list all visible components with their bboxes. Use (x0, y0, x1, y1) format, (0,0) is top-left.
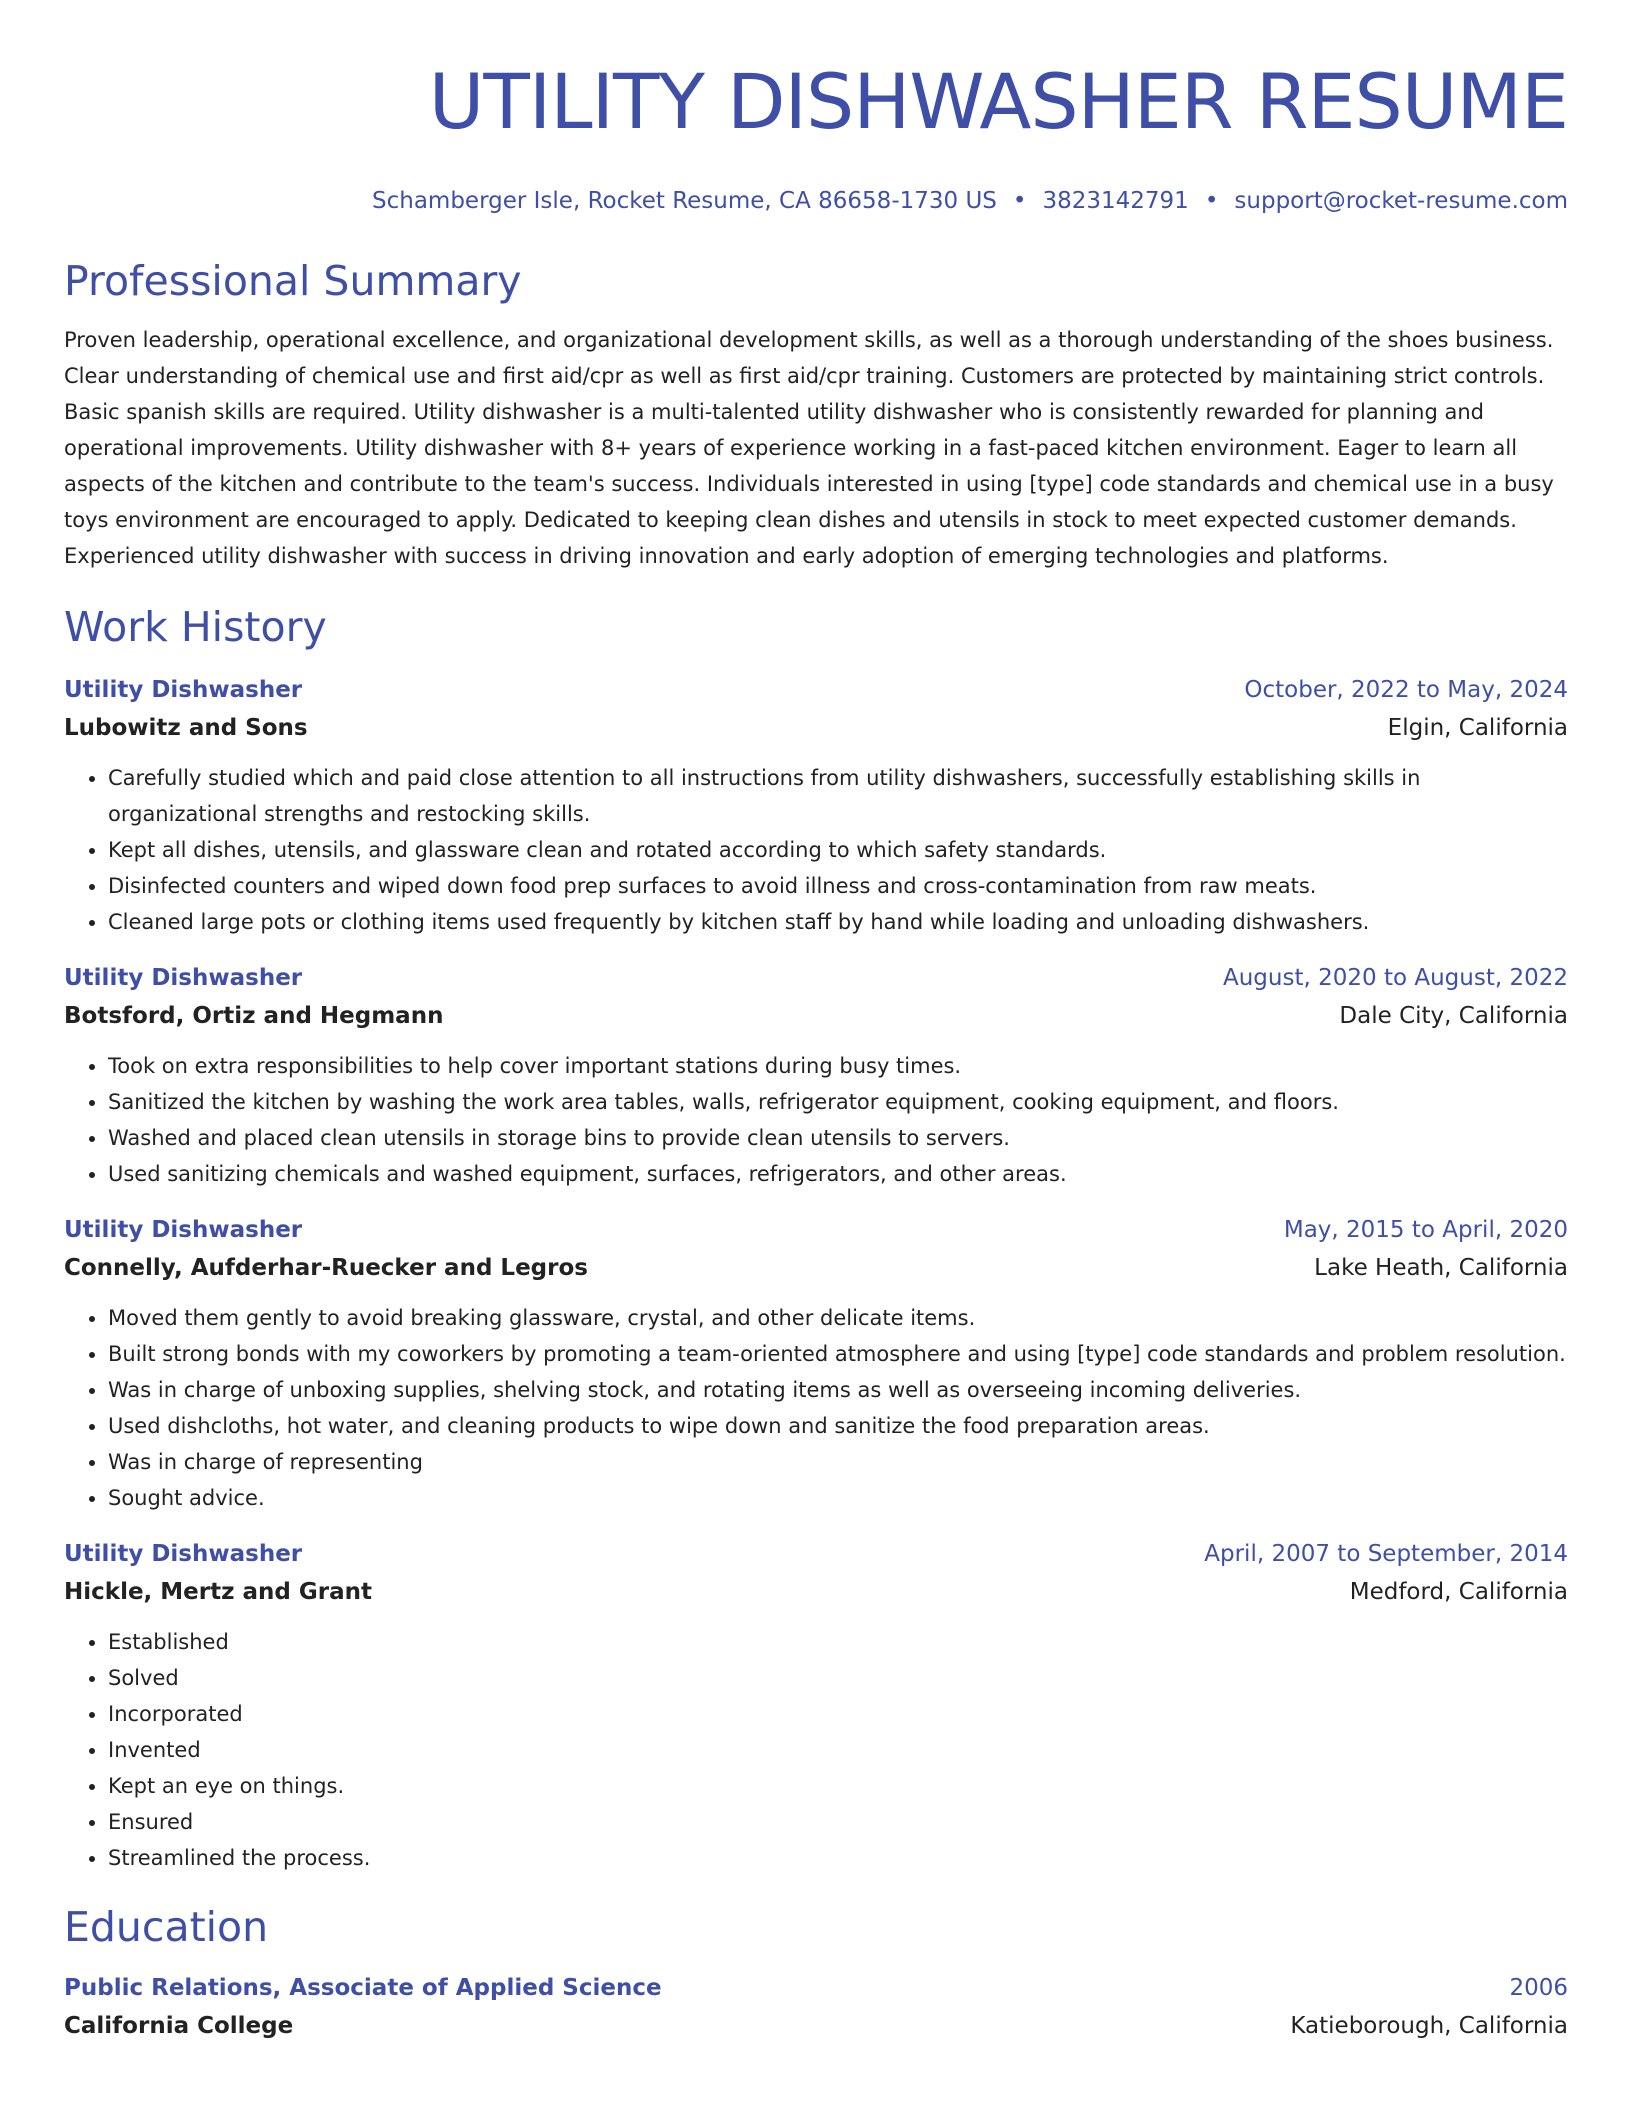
job-title: Utility Dishwasher (64, 1217, 303, 1243)
job-title: Utility Dishwasher (64, 677, 303, 703)
education-year: 2006 (1509, 1975, 1568, 2001)
job-bullet: • Built strong bonds with my coworkers by promoting a team-oriented atmosphere and using [type] code standards and problem resolution. (108, 1336, 1568, 1372)
contact-address: Schamberger Isle, Rocket Resume, CA 86658-1730 US (372, 188, 997, 214)
job-bullet-list (64, 760, 1568, 940)
education-degree: Public Relations, Associate of Applied Science (64, 1975, 662, 2001)
job-location: Medford, California (1349, 1579, 1568, 1605)
job-company-row (64, 708, 1568, 748)
job-dates: August, 2020 to August, 2022 (1223, 965, 1568, 991)
job-bullet: • Solved (108, 1660, 1568, 1696)
job-location: Dale City, California (1339, 1003, 1568, 1029)
job-bullet: • Was in charge of representing (108, 1444, 1568, 1480)
job-entry (64, 960, 1568, 1192)
job-bullet: • Used dishcloths, hot water, and cleaning products to wipe down and sanitize the food preparation areas. (108, 1408, 1568, 1444)
education-header-row (64, 1970, 1568, 2006)
contact-phone: 3823142791 (1042, 188, 1189, 214)
education-location: Katieborough, California (1290, 2013, 1568, 2039)
job-company: Connelly, Aufderhar-Ruecker and Legros (64, 1255, 588, 1281)
contact-separator: • (1012, 188, 1027, 214)
resume-page (64, 0, 1568, 2046)
contact-email: support@rocket-resume.com (1234, 188, 1568, 214)
job-company: Lubowitz and Sons (64, 715, 308, 741)
job-dates: April, 2007 to September, 2014 (1204, 1541, 1568, 1567)
education-entry (64, 1970, 1568, 2046)
resume-title: UTILITY DISHWASHER RESUME (428, 57, 1568, 146)
job-company: Botsford, Ortiz and Hegmann (64, 1003, 444, 1029)
job-company: Hickle, Mertz and Grant (64, 1579, 372, 1605)
job-bullet: • Carefully studied which and paid close attention to all instructions from utility dishwashers, successfully establishing skills in organizational strengths and restocking skills. (108, 760, 1568, 832)
job-company-row (64, 996, 1568, 1036)
job-company-row (64, 1572, 1568, 1612)
job-header-row (64, 1536, 1568, 1572)
job-bullet: • Incorporated (108, 1696, 1568, 1732)
job-bullet: • Used sanitizing chemicals and washed equipment, surfaces, refrigerators, and other areas. (108, 1156, 1568, 1192)
work-history-heading: Work History (64, 603, 327, 651)
job-bullet: • Streamlined the process. (108, 1840, 1568, 1876)
summary-text: Proven leadership, operational excellence, and organizational development skills, as well as a thorough understanding of the shoes business. Clear understanding of chemical use and first aid/cpr as well as first aid/cpr training. Customers are protected by maintaining strict controls. Basic spanish skills are required. Utility dishwasher is a multi-talented utility dishwasher who is consistently rewarded for planning and operational improvements. Utility dishwasher with 8+ years of experience working in a fast-paced kitchen environment. Eager to learn all aspects of the kitchen and contribute to the team's success. Individuals interested in using [type] code standards and chemical use in a busy toys environment are encouraged to apply. Dedicated to keeping clean dishes and utensils in stock to meet expected customer demands. Experienced utility dishwasher with success in driving innovation and early adoption of emerging technologies and platforms. (64, 328, 1554, 568)
job-bullet-list (64, 1048, 1568, 1192)
job-header-row (64, 672, 1568, 708)
job-company-row (64, 1248, 1568, 1288)
job-list (64, 672, 1568, 1876)
contact-separator: • (1204, 188, 1219, 214)
education-school-row (64, 2006, 1568, 2046)
job-bullet: • Cleaned large pots or clothing items used frequently by kitchen staff by hand while loading and unloading dishwashers. (108, 904, 1568, 940)
job-title: Utility Dishwasher (64, 1541, 303, 1567)
summary-heading: Professional Summary (64, 257, 522, 305)
job-bullet: • Disinfected counters and wiped down food prep surfaces to avoid illness and cross-contamination from raw meats. (108, 868, 1568, 904)
job-bullet: • Sought advice. (108, 1480, 1568, 1516)
education-heading: Education (64, 1903, 269, 1951)
education-school: California College (64, 2013, 294, 2039)
job-bullet: • Moved them gently to avoid breaking glassware, crystal, and other delicate items. (108, 1300, 1568, 1336)
job-entry (64, 672, 1568, 940)
job-bullet: • Invented (108, 1732, 1568, 1768)
job-header-row (64, 960, 1568, 996)
job-location: Lake Heath, California (1314, 1255, 1568, 1281)
job-dates: May, 2015 to April, 2020 (1283, 1217, 1568, 1243)
job-header-row (64, 1212, 1568, 1248)
job-dates: October, 2022 to May, 2024 (1244, 677, 1568, 703)
job-bullet-list (64, 1624, 1568, 1876)
contact-line (64, 186, 1568, 216)
education-list (64, 1970, 1568, 2046)
job-bullet: • Kept all dishes, utensils, and glassware clean and rotated according to which safety standards. (108, 832, 1568, 868)
job-bullet: • Took on extra responsibilities to help cover important stations during busy times. (108, 1048, 1568, 1084)
job-bullet: • Established (108, 1624, 1568, 1660)
job-bullet: • Washed and placed clean utensils in storage bins to provide clean utensils to servers. (108, 1120, 1568, 1156)
job-title: Utility Dishwasher (64, 965, 303, 991)
job-bullet-list (64, 1300, 1568, 1516)
job-bullet: • Was in charge of unboxing supplies, shelving stock, and rotating items as well as overseeing incoming deliveries. (108, 1372, 1568, 1408)
job-bullet: • Sanitized the kitchen by washing the work area tables, walls, refrigerator equipment, cooking equipment, and floors. (108, 1084, 1568, 1120)
job-bullet: • Kept an eye on things. (108, 1768, 1568, 1804)
job-entry (64, 1536, 1568, 1876)
job-entry (64, 1212, 1568, 1516)
job-location: Elgin, California (1387, 715, 1568, 741)
job-bullet: • Ensured (108, 1804, 1568, 1840)
